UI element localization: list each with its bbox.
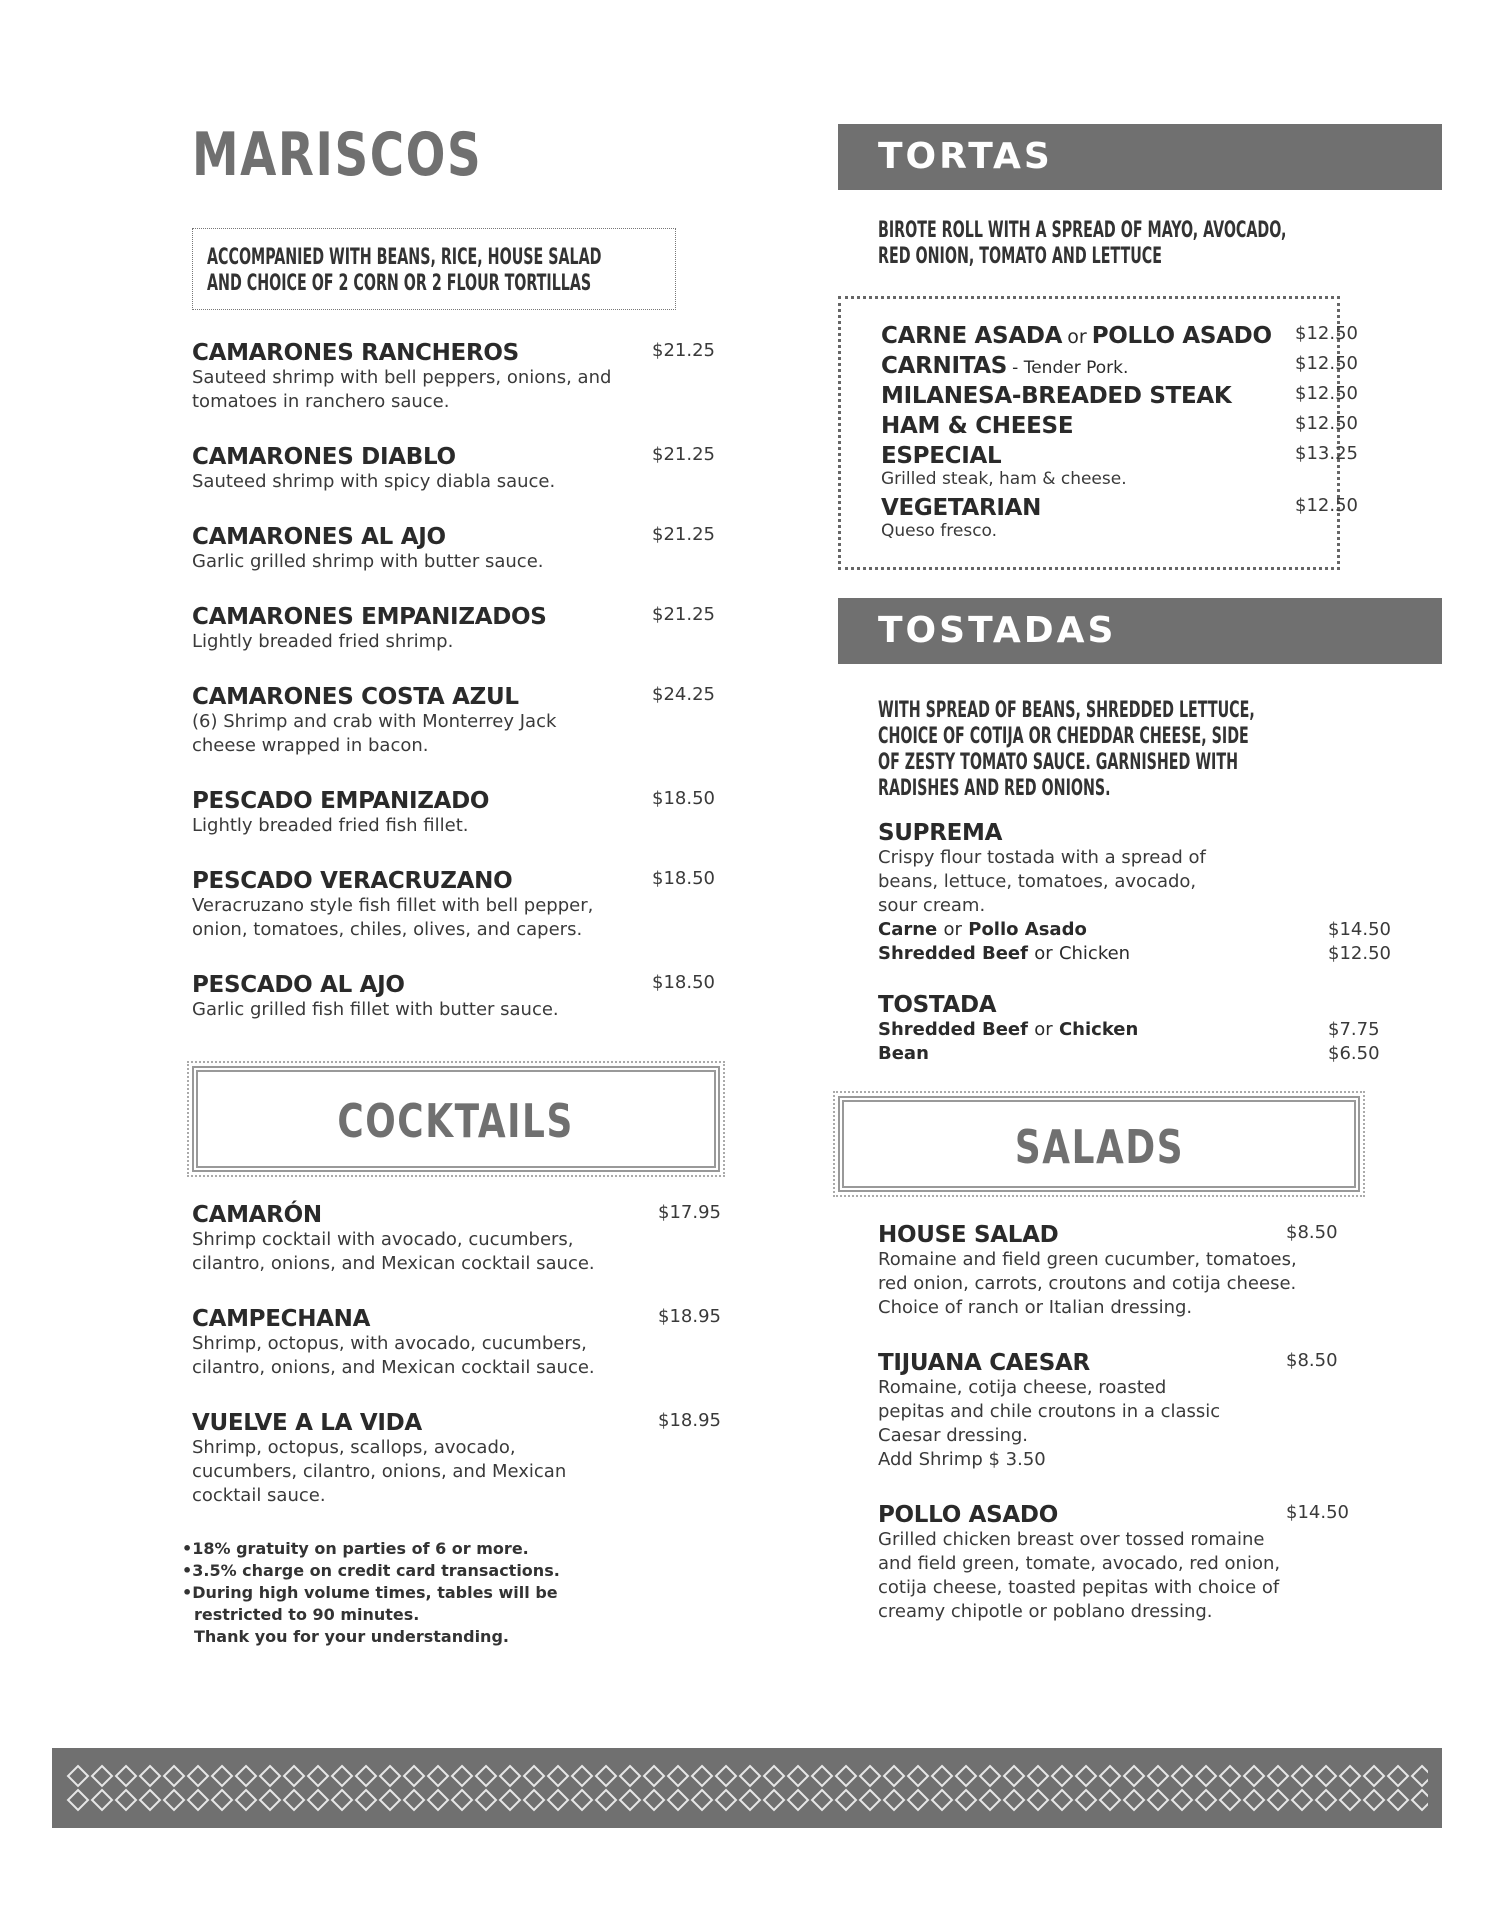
item-description: Lightly breaded fried fish fillet. (192, 815, 469, 836)
or-text: or (1034, 1019, 1053, 1040)
menu-item (192, 1410, 732, 1508)
item-price: $17.95 (658, 1202, 721, 1223)
item-name: CAMARONES DIABLO (192, 444, 456, 470)
item-description: Grilled chicken breast over tossed romaine and field green, tomate, avocado, red onion, cotija cheese, toasted pepitas with choice of creamy chipotle or poblano dressing. (878, 1529, 1281, 1622)
tostadas-desc-line3: OF ZESTY TOMATO SAUCE. GARNISHED WITH (878, 750, 1239, 775)
tortas-description (838, 218, 1442, 270)
item-name: CARNE ASADA (881, 323, 1063, 349)
decorative-footer-band (52, 1748, 1442, 1828)
item-price: $12.50 (1295, 353, 1358, 374)
menu-item (192, 684, 732, 758)
item-name: HOUSE SALAD (878, 1222, 1059, 1248)
menu-item (881, 495, 1358, 547)
item-name: PESCADO VERACRUZANO (192, 868, 513, 894)
menu-item (192, 524, 732, 574)
item-price: $18.50 (652, 788, 715, 809)
option-name: Shredded Beef (878, 943, 1028, 964)
item-price: $18.95 (658, 1410, 721, 1431)
footnotes (182, 1538, 732, 1648)
item-price: $12.50 (1295, 323, 1358, 344)
menu-item (881, 353, 1358, 383)
menu-item (881, 413, 1358, 443)
tostadas-desc-line2: CHOICE OF COTIJA OR CHEDDAR CHEESE, SIDE (878, 724, 1249, 749)
item-description: Crispy flour tostada with a spread of beans, lettuce, tomatoes, avocado, sour cream. (878, 847, 1206, 916)
item-description: Queso fresco. (881, 521, 998, 541)
footnote-time-limit-cont: restricted to 90 minutes. (194, 1605, 420, 1624)
item-name: ESPECIAL (881, 443, 1002, 469)
item-price: $6.50 (1328, 1043, 1380, 1064)
menu-item (192, 1202, 732, 1276)
footnote-credit-card: •3.5% charge on credit card transactions. (182, 1561, 560, 1580)
item-name: POLLO ASADO (878, 1502, 1058, 1528)
option-name: Bean (878, 1043, 929, 1064)
item-name: TOSTADA (878, 992, 997, 1018)
item-price: $21.25 (652, 340, 715, 361)
item-description: Garlic grilled fish fillet with butter sauce. (192, 999, 559, 1020)
item-price: $21.25 (652, 524, 715, 545)
menu-item (881, 383, 1358, 413)
item-price: $18.50 (652, 868, 715, 889)
salads-title: SALADS (1014, 1120, 1184, 1174)
option-name: Pollo Asado (968, 919, 1087, 940)
item-description: Shrimp, octopus, with avocado, cucumbers, cilantro, onions, and Mexican cocktail sauce. (192, 1333, 595, 1378)
item-price: $18.95 (658, 1306, 721, 1327)
menu-item (192, 444, 732, 494)
item-name: CAMARONES AL AJO (192, 524, 446, 550)
tostadas-description (838, 698, 1442, 802)
menu-item (192, 868, 732, 942)
mariscos-note-line1: ACCOMPANIED WITH BEANS, RICE, HOUSE SALAD (207, 245, 602, 270)
item-price: $14.50 (1286, 1502, 1349, 1523)
item-name: MILANESA-BREADED STEAK (881, 383, 1232, 409)
tostadas-header: TOSTADAS (838, 598, 1442, 664)
item-price: $12.50 (1328, 943, 1391, 964)
menu-item (192, 788, 732, 838)
item-name: POLLO ASADO (1091, 323, 1272, 349)
tostadas-desc-line4: RADISHES AND RED ONIONS. (878, 776, 1111, 801)
mariscos-list (192, 340, 732, 1022)
item-name: SUPREMA (878, 820, 1003, 846)
menu-item (192, 1306, 732, 1380)
item-name: CAMARONES EMPANIZADOS (192, 604, 547, 630)
right-column (838, 124, 1442, 1624)
left-column (182, 120, 732, 1648)
menu-item (192, 604, 732, 654)
tostada-option (878, 1042, 1442, 1066)
item-description: Veracruzano style fish fillet with bell pepper, onion, tomatoes, chiles, olives, and capers. (192, 895, 594, 940)
cocktails-banner (192, 1066, 720, 1172)
item-description: Shrimp cocktail with avocado, cucumbers, cilantro, onions, and Mexican cocktail sauce. (192, 1229, 595, 1274)
item-name: VUELVE A LA VIDA (192, 1410, 422, 1436)
item-name: PESCADO EMPANIZADO (192, 788, 490, 814)
item-name: CARNITAS (881, 353, 1008, 379)
tostadas-desc-line1: WITH SPREAD OF BEANS, SHREDDED LETTUCE, (878, 698, 1255, 723)
item-price: $8.50 (1286, 1350, 1338, 1371)
item-price: $12.50 (1295, 495, 1358, 516)
suprema-option (878, 918, 1442, 942)
option-name: Carne (878, 919, 938, 940)
option-name: Shredded Beef (878, 1019, 1028, 1040)
item-name: VEGETARIAN (881, 495, 1042, 521)
item-price: $13.25 (1295, 443, 1358, 464)
item-price: $8.50 (1286, 1222, 1338, 1243)
or-text: or (1034, 943, 1053, 964)
menu-item (881, 323, 1358, 353)
footnote-gratuity: •18% gratuity on parties of 6 or more. (182, 1539, 529, 1558)
menu-item (838, 1502, 1442, 1624)
item-price: $24.25 (652, 684, 715, 705)
menu-item (838, 1350, 1442, 1472)
footnote-thanks: Thank you for your understanding. (194, 1627, 509, 1646)
mariscos-title: MARISCOS (192, 120, 483, 190)
tostada-option (878, 1018, 1442, 1042)
item-description: Sauteed shrimp with spicy diabla sauce. (192, 471, 556, 492)
or-text: or (943, 919, 962, 940)
menu-item (838, 1222, 1442, 1320)
or-text: or (1067, 326, 1087, 348)
item-name: TIJUANA CAESAR (878, 1350, 1090, 1376)
item-description: Romaine and field green cucumber, tomatoes, red onion, carrots, croutons and cotija cheese. Choice of ranch or Italian dressing. (878, 1249, 1297, 1318)
item-description: Shrimp, octopus, scallops, avocado, cucumbers, cilantro, onions, and Mexican cocktail sauce. (192, 1437, 567, 1506)
item-description: (6) Shrimp and crab with Monterrey Jack cheese wrapped in bacon. (192, 711, 557, 756)
item-name: CAMPECHANA (192, 1306, 371, 1332)
item-description: Sauteed shrimp with bell peppers, onions, and tomatoes in ranchero sauce. (192, 367, 612, 412)
diamond-pattern-icon (66, 1764, 1428, 1812)
menu-item (881, 443, 1358, 495)
mariscos-note (192, 228, 676, 310)
footnote-time-limit: •During high volume times, tables will be (182, 1583, 558, 1602)
option-name: Chicken (1058, 1019, 1139, 1040)
item-price: $21.25 (652, 604, 715, 625)
salads-banner (838, 1096, 1360, 1192)
item-description: Grilled steak, ham & cheese. (881, 469, 1127, 489)
item-description: Romaine, cotija cheese, roasted pepitas and chile croutons in a classic Caesar dressing. (878, 1377, 1221, 1446)
suprema-item (838, 820, 1442, 966)
item-description: Garlic grilled shrimp with butter sauce. (192, 551, 544, 572)
item-name: HAM & CHEESE (881, 413, 1074, 439)
tortas-header: TORTAS (838, 124, 1442, 190)
item-name: CAMARÓN (192, 1202, 322, 1228)
mariscos-note-line2: AND CHOICE OF 2 CORN OR 2 FLOUR TORTILLAS (207, 271, 592, 296)
item-price: $7.75 (1328, 1019, 1380, 1040)
tortas-box (838, 296, 1358, 570)
tostada-item (838, 992, 1442, 1066)
item-description: Lightly breaded fried shrimp. (192, 631, 454, 652)
item-price: $12.50 (1295, 413, 1358, 434)
cocktails-title: COCKTAILS (337, 1094, 575, 1148)
item-addon: Add Shrimp $ 3.50 (878, 1449, 1046, 1470)
option-name: Chicken (1058, 943, 1131, 964)
salads-list (838, 1222, 1442, 1624)
menu-item (192, 340, 732, 414)
item-note: - Tender Pork. (1012, 358, 1129, 378)
suprema-option (878, 942, 1442, 966)
item-name: CAMARONES RANCHEROS (192, 340, 519, 366)
cocktails-list (192, 1202, 732, 1508)
item-price: $14.50 (1328, 919, 1391, 940)
tortas-desc-line2: RED ONION, TOMATO AND LETTUCE (878, 244, 1163, 269)
item-name: PESCADO AL AJO (192, 972, 405, 998)
item-price: $18.50 (652, 972, 715, 993)
menu-item (192, 972, 732, 1022)
item-price: $12.50 (1295, 383, 1358, 404)
item-name: CAMARONES COSTA AZUL (192, 684, 519, 710)
item-price: $21.25 (652, 444, 715, 465)
tortas-desc-line1: BIROTE ROLL WITH A SPREAD OF MAYO, AVOCADO, (878, 218, 1287, 243)
